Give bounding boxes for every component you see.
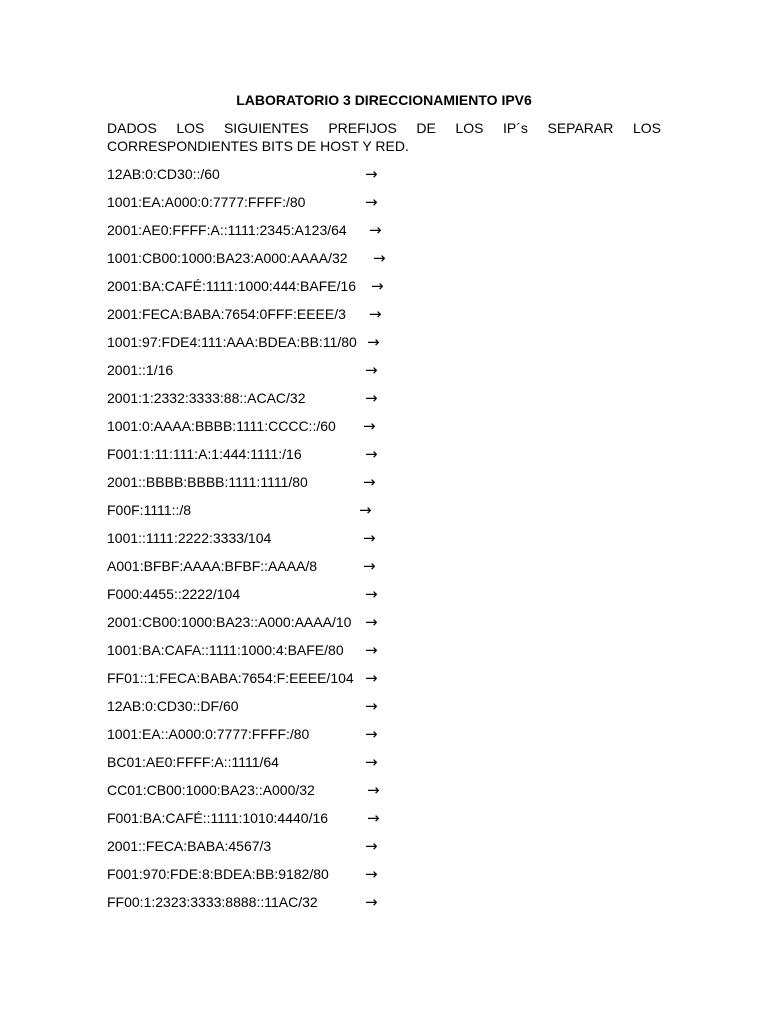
prefix-text: 2001::1/16	[107, 362, 174, 378]
prefix-row	[107, 669, 407, 697]
prefix-row	[107, 837, 407, 865]
prefix-row	[107, 893, 407, 921]
prefix-row	[107, 725, 407, 753]
prefix-text: BC01:AE0:FFFF:A::1111/64	[107, 754, 279, 770]
prefix-row	[107, 445, 407, 473]
prefix-row	[107, 809, 407, 837]
arrow-icon: →	[365, 697, 378, 715]
prefix-row	[107, 221, 407, 249]
arrow-icon: →	[371, 277, 384, 295]
prefix-row	[107, 641, 407, 669]
arrow-icon: →	[367, 781, 380, 799]
arrow-icon: →	[367, 333, 380, 351]
prefix-text: F00F:1111::/8	[107, 502, 192, 518]
prefix-text: FF00:1:2323:3333:8888::11AC/32	[107, 894, 318, 910]
prefix-text: FF01::1:FECA:BABA:7654:F:EEEE/104	[107, 670, 354, 686]
prefix-row	[107, 865, 407, 893]
arrow-icon: →	[363, 557, 376, 575]
arrow-icon: →	[369, 221, 382, 239]
prefix-row	[107, 249, 407, 277]
prefix-list	[107, 165, 407, 921]
arrow-icon: →	[365, 753, 378, 771]
prefix-text: 2001::BBBB:BBBB:1111:1111/80	[107, 474, 308, 490]
prefix-text: 1001:BA:CAFA::1111:1000:4:BAFE/80	[107, 642, 344, 658]
prefix-row	[107, 781, 407, 809]
arrow-icon: →	[359, 501, 372, 519]
prefix-row	[107, 501, 407, 529]
prefix-row	[107, 585, 407, 613]
prefix-text: 1001:EA:A000:0:7777:FFFF:/80	[107, 194, 306, 210]
prefix-text: 12AB:0:CD30::DF/60	[107, 698, 239, 714]
instructions-word: IP´s	[503, 120, 528, 136]
arrow-icon: →	[369, 305, 382, 323]
prefix-text: CC01:CB00:1000:BA23::A000/32	[107, 782, 315, 798]
arrow-icon: →	[373, 249, 386, 267]
arrow-icon: →	[365, 193, 378, 211]
prefix-text: F001:BA:CAFÉ::1111:1010:4440/16	[107, 810, 329, 826]
arrow-icon: →	[365, 669, 378, 687]
arrow-icon: →	[365, 725, 378, 743]
prefix-text: 2001::FECA:BABA:4567/3	[107, 838, 272, 854]
prefix-text: F001:970:FDE:8:BDEA:BB:9182/80	[107, 866, 329, 882]
prefix-text: 2001:CB00:1000:BA23::A000:AAAA/10	[107, 614, 352, 630]
instructions-word: LOS	[176, 120, 205, 136]
prefix-text: 1001:EA::A000:0:7777:FFFF:/80	[107, 726, 310, 742]
prefix-row	[107, 333, 407, 361]
prefix-text: 12AB:0:CD30::/60	[107, 166, 220, 182]
prefix-row	[107, 165, 407, 193]
instructions-line-2: CORRESPONDIENTES BITS DE HOST Y RED.	[107, 138, 409, 154]
instructions-word: DADOS	[107, 120, 157, 136]
prefix-row	[107, 193, 407, 221]
prefix-row	[107, 613, 407, 641]
arrow-icon: →	[365, 613, 378, 631]
prefix-text: 2001:AE0:FFFF:A::1111:2345:A123/64	[107, 222, 347, 238]
instructions-word: PREFIJOS	[328, 120, 397, 136]
page-title: LABORATORIO 3 DIRECCIONAMIENTO IPV6	[236, 92, 532, 108]
prefix-row	[107, 361, 407, 389]
prefix-text: 2001:1:2332:3333:88::ACAC/32	[107, 390, 306, 406]
arrow-icon: →	[363, 417, 376, 435]
prefix-row	[107, 277, 407, 305]
instructions-word: LOS	[455, 120, 484, 136]
arrow-icon: →	[365, 389, 378, 407]
prefix-row	[107, 557, 407, 585]
arrow-icon: →	[365, 641, 378, 659]
prefix-row	[107, 697, 407, 725]
prefix-text: 1001::1111:2222:3333/104	[107, 530, 272, 546]
arrow-icon: →	[365, 837, 378, 855]
arrow-icon: →	[367, 809, 380, 827]
arrow-icon: →	[365, 361, 378, 379]
prefix-text: 2001:BA:CAFÉ:1111:1000:444:BAFE/16	[107, 278, 357, 294]
prefix-row	[107, 305, 407, 333]
prefix-row	[107, 529, 407, 557]
arrow-icon: →	[365, 165, 378, 183]
prefix-text: F000:4455::2222/104	[107, 586, 241, 602]
arrow-icon: →	[365, 893, 378, 911]
instructions-word: SEPARAR	[547, 120, 614, 136]
prefix-text: 1001:97:FDE4:111:AAA:BDEA:BB:11/80	[107, 334, 357, 350]
prefix-text: 2001:FECA:BABA:7654:0FFF:EEEE/3	[107, 306, 346, 322]
arrow-icon: →	[365, 445, 378, 463]
prefix-text: 1001:CB00:1000:BA23:A000:AAAA/32	[107, 250, 348, 266]
prefix-row	[107, 389, 407, 417]
prefix-text: 1001:0:AAAA:BBBB:1111:CCCC::/60	[107, 418, 336, 434]
arrow-icon: →	[365, 865, 378, 883]
prefix-row	[107, 473, 407, 501]
instructions-word: DE	[416, 120, 436, 136]
instructions-line-1	[107, 119, 661, 137]
prefix-row	[107, 753, 407, 781]
instructions-word: LOS	[632, 120, 661, 136]
arrow-icon: →	[365, 585, 378, 603]
instructions-paragraph	[107, 119, 661, 155]
arrow-icon: →	[363, 529, 376, 547]
prefix-text: A001:BFBF:AAAA:BFBF::AAAA/8	[107, 558, 318, 574]
instructions-word: SIGUIENTES	[223, 120, 309, 136]
arrow-icon: →	[363, 473, 376, 491]
prefix-text: F001:1:11:111:A:1:444:1111:/16	[107, 446, 302, 462]
prefix-row	[107, 417, 407, 445]
